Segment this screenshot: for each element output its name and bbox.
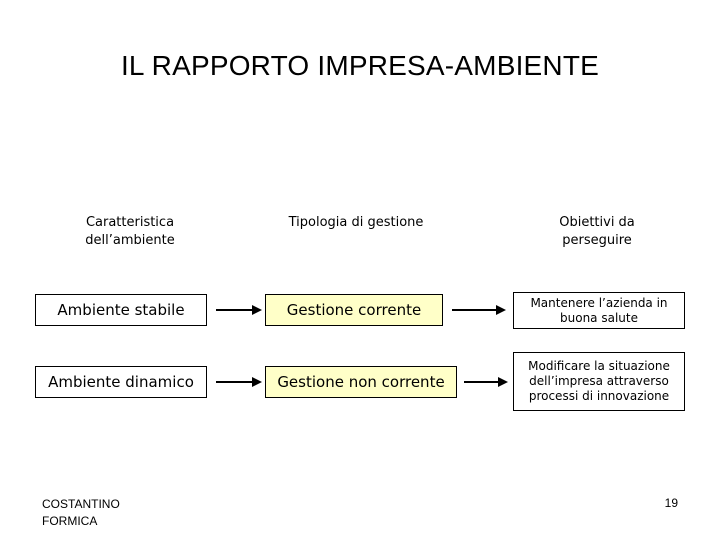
page-number: 19	[664, 496, 678, 510]
arrow-right-icon	[214, 374, 264, 390]
label-gestione-non-corrente: Gestione non corrente	[277, 373, 445, 391]
box-obiettivo-2	[513, 352, 685, 411]
label-obiettivo-1: Mantenere l’azienda in buona salute	[530, 295, 668, 325]
arrow-right-icon	[214, 302, 264, 318]
arrow-right-icon	[462, 374, 510, 390]
box-gestione-corrente	[265, 294, 443, 326]
label-gestione-corrente: Gestione corrente	[286, 301, 422, 319]
header-tipologia: Tipologia di gestione	[288, 215, 424, 230]
label-ambiente-stabile: Ambiente stabile	[57, 301, 185, 319]
header-obiettivi: Obiettivi da perseguire	[559, 215, 635, 248]
footer-author: COSTANTINO FORMICA	[42, 497, 120, 528]
box-ambiente-dinamico	[35, 366, 207, 398]
box-gestione-non-corrente	[265, 366, 457, 398]
box-ambiente-stabile	[35, 294, 207, 326]
label-ambiente-dinamico: Ambiente dinamico	[48, 373, 194, 391]
label-obiettivo-2: Modificare la situazione dell’impresa attraverso processi di innovazione	[528, 359, 670, 403]
header-caratteristica: Caratteristica dell’ambiente	[85, 215, 175, 248]
box-obiettivo-1	[513, 292, 685, 329]
slide-title: IL RAPPORTO IMPRESA-AMBIENTE	[120, 50, 600, 81]
arrow-right-icon	[450, 302, 508, 318]
